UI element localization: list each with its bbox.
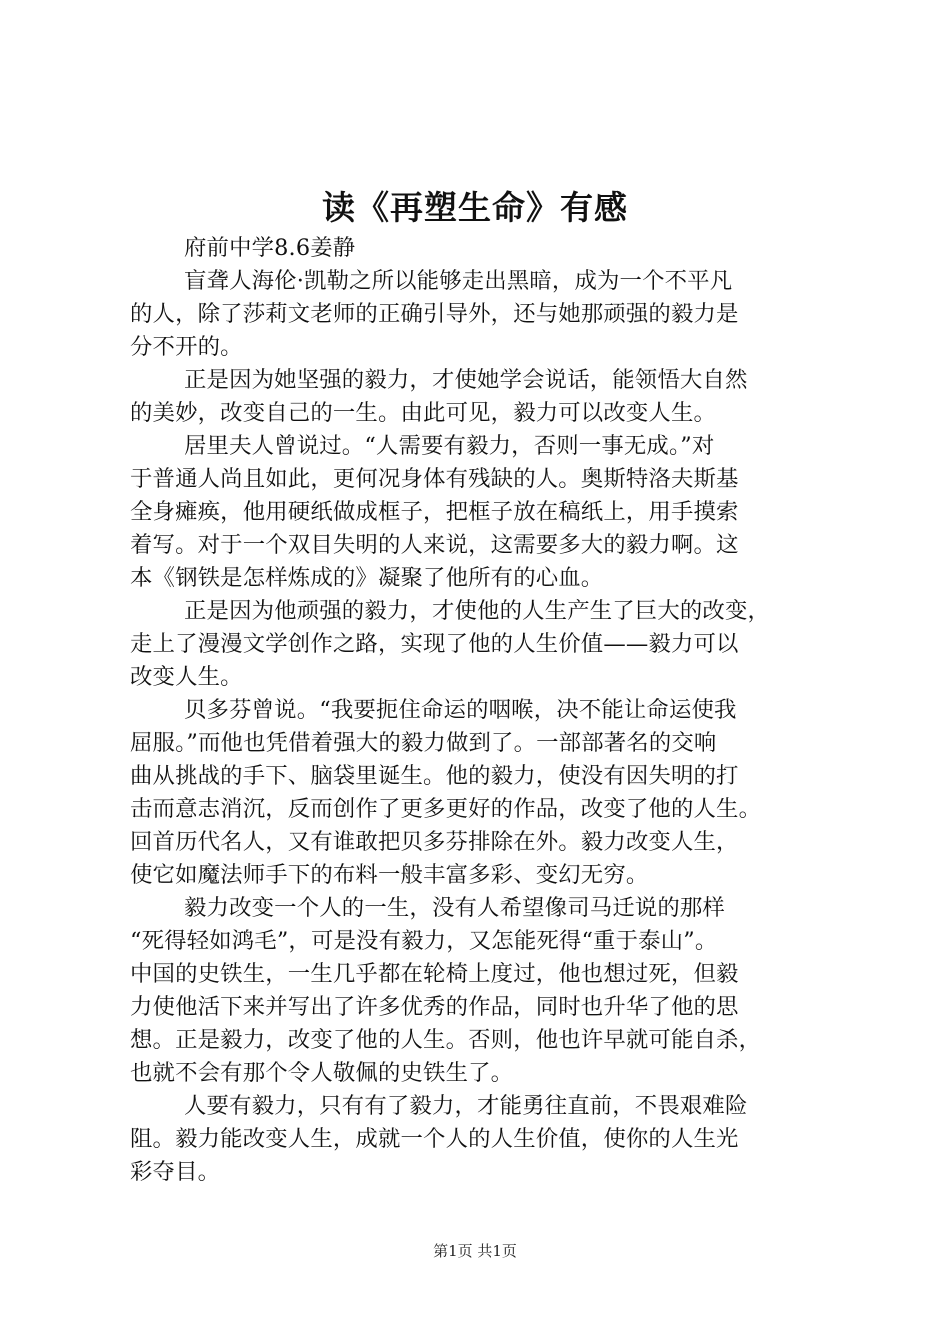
text-line: 屈服。”而他也凭借着强大的毅力做到了。一部部著名的交响 xyxy=(130,730,717,756)
document-body xyxy=(130,232,835,1189)
text-line: 回首历代名人，又有谁敢把贝多芬排除在外。毅力改变人生， xyxy=(130,829,739,855)
text-line: 本《钢铁是怎样炼成的》凝聚了他所有的心血。 xyxy=(130,565,604,591)
text-line: “死得轻如鸿毛”，可是没有毅力，又怎能死得“重于泰山”。 xyxy=(130,928,718,954)
text-line: 人要有毅力，只有有了毅力，才能勇往直前，不畏艰难险 xyxy=(184,1093,748,1119)
text-line: 的人，除了莎莉文老师的正确引导外，还与她那顽强的毅力是 xyxy=(130,301,739,327)
text-line: 击而意志消沉，反而创作了更多更好的作品，改变了他的人生。 xyxy=(130,796,762,822)
text-line: 于普通人尚且如此，更何况身体有残缺的人。奥斯特洛夫斯基 xyxy=(130,466,739,492)
byline: 府前中学8.6姜静 xyxy=(184,235,356,261)
text-line: 想。正是毅力，改变了他的人生。否则，他也许早就可能自杀， xyxy=(130,1027,762,1053)
text-line: 曲从挑战的手下、脑袋里诞生。他的毅力，使没有因失明的打 xyxy=(130,763,739,789)
text-line: 也就不会有那个令人敬佩的史铁生了。 xyxy=(130,1060,514,1086)
text-line: 分不开的。 xyxy=(130,334,243,360)
text-line: 盲聋人海伦·凯勒之所以能够走出黑暗，成为一个不平凡 xyxy=(184,268,733,294)
text-line: 中国的史铁生，一生几乎都在轮椅上度过，他也想过死，但毅 xyxy=(130,961,739,987)
text-line: 走上了漫漫文学创作之路，实现了他的人生价值——毅力可以 xyxy=(130,631,739,657)
text-line: 力使他活下来并写出了许多优秀的作品，同时也升华了他的思 xyxy=(130,994,739,1020)
page-footer: 第1页 共1页 xyxy=(433,1242,517,1260)
text-line: 正是因为他顽强的毅力，才使他的人生产生了巨大的改变， xyxy=(184,598,771,624)
text-line: 使它如魔法师手下的布料一般丰富多彩、变幻无穷。 xyxy=(130,862,649,888)
document-title: 读《再塑生命》有感 xyxy=(322,188,628,227)
text-line: 着写。对于一个双目失明的人来说，这需要多大的毅力啊。这 xyxy=(130,532,739,558)
text-line: 毅力改变一个人的一生，没有人希望像司马迁说的那样 xyxy=(184,895,725,921)
text-line: 正是因为她坚强的毅力，才使她学会说话，能领悟大自然 xyxy=(184,367,748,393)
text-line: 阻。毅力能改变人生，成就一个人的人生价值，使你的人生光 xyxy=(130,1126,739,1152)
text-line: 彩夺目。 xyxy=(130,1159,221,1185)
text-line: 全身瘫痪，他用硬纸做成框子，把框子放在稿纸上，用手摸索 xyxy=(130,499,739,525)
text-line: 的美妙，改变自己的一生。由此可见，毅力可以改变人生。 xyxy=(130,400,717,426)
text-line: 贝多芬曾说。“我要扼住命运的咽喉，决不能让命运使我 xyxy=(184,697,737,723)
text-line: 改变人生。 xyxy=(130,664,243,690)
text-line: 居里夫人曾说过。“人需要有毅力，否则一事无成。”对 xyxy=(184,433,715,459)
